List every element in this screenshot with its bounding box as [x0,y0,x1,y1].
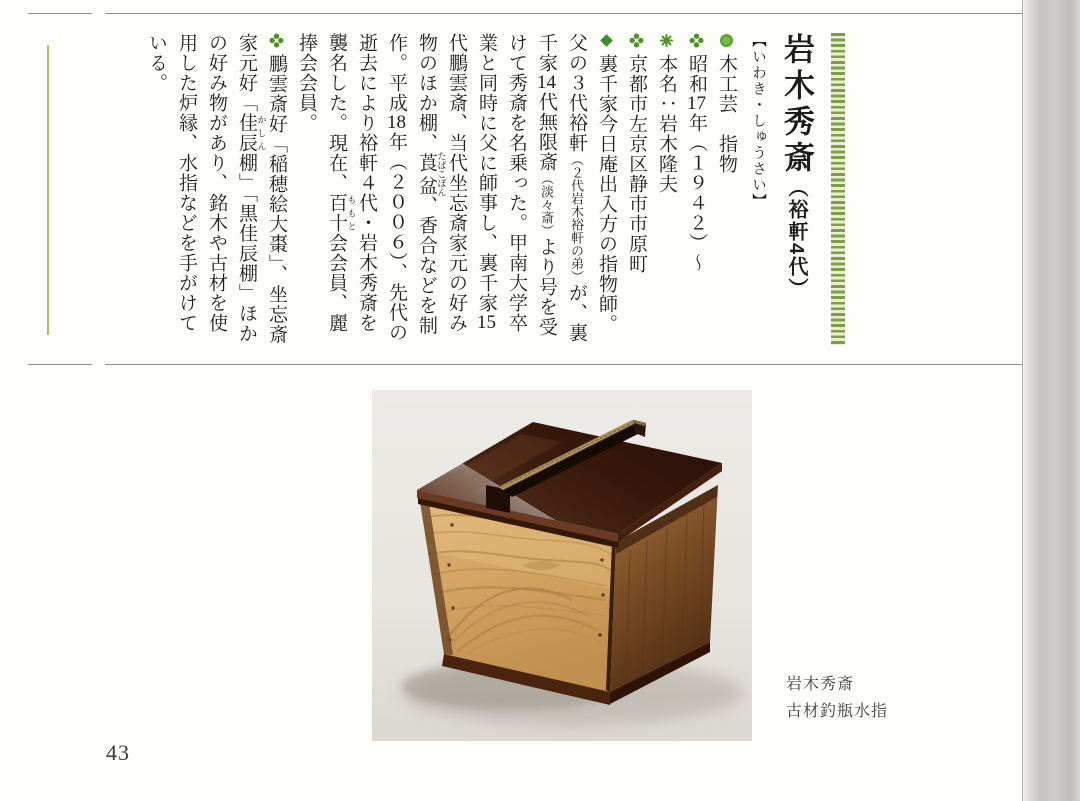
entry-text-block [45,33,845,348]
wooden-box-image [372,390,752,741]
clover-icon [629,33,644,48]
page-number: 43 [106,740,130,765]
circle-icon [719,33,734,48]
frame-line-bottom [105,364,1022,365]
fact-address-text: 京都市左京区静市市原町 [626,54,647,274]
fact-craft-text: 木工芸 指物 [716,54,737,174]
accent-stripe-bar [831,33,845,345]
entry-name-column [773,33,819,348]
works-paragraph [141,33,291,348]
biography-paragraph [291,33,621,348]
clover-icon [269,33,284,48]
fact-birth-year [681,33,711,348]
diamond-icon [599,33,614,48]
biography-text: 裏千家今日庵出入方の指物師。父の３代裕軒（２代岩木裕軒の弟）が、裏千家14代無限斎（淡々斎）より号を受けて秀斎を名乗った。甲南大学卒業と同時に父に師事し、裏千家15代鵬雲斎、当代坐忘斎家元の好み物のほか棚、莨盆 たばこぼん、香合などを制作。平成18年（２００６）、先代の逝去により裕軒４代・岩木秀斎を襲名した。現在、百十 ももと会会員、麗捧会会員。 [296,33,617,343]
asterisk-icon [659,33,674,48]
clover-icon [689,33,704,48]
entry-name-reading: 【いわき・しゅうさい】 [750,33,766,209]
photo-caption [786,671,888,725]
book-edge-gradient [1022,0,1080,801]
entry-name: 岩木秀斎 [779,33,814,177]
fact-birth-year-text: 昭和17年（１９４２）～ [686,54,707,273]
entry-name-suffix: （裕軒4代） [785,177,807,301]
fact-real-name-text: 本名：岩木隆夫 [656,54,677,194]
frame-line-top [105,13,1022,14]
fact-address [621,33,651,348]
frame-line-bottom-left [28,364,92,365]
fact-real-name [651,33,681,348]
frame-line-top-left [28,13,92,14]
works-text: 鵬雲斎好「稲穂絵大棗」、坐忘斎家元好「佳辰 かしん棚」「黒佳辰棚」ほかの好み物があり、銘木や古材を使用した炉縁、水指などを手がけている。 [146,33,287,345]
caption-work-title: 古材釣瓶水指 [786,703,889,720]
artwork-photo [372,390,752,741]
caption-artist: 岩木秀斎 [786,676,855,693]
fact-craft [711,33,741,348]
